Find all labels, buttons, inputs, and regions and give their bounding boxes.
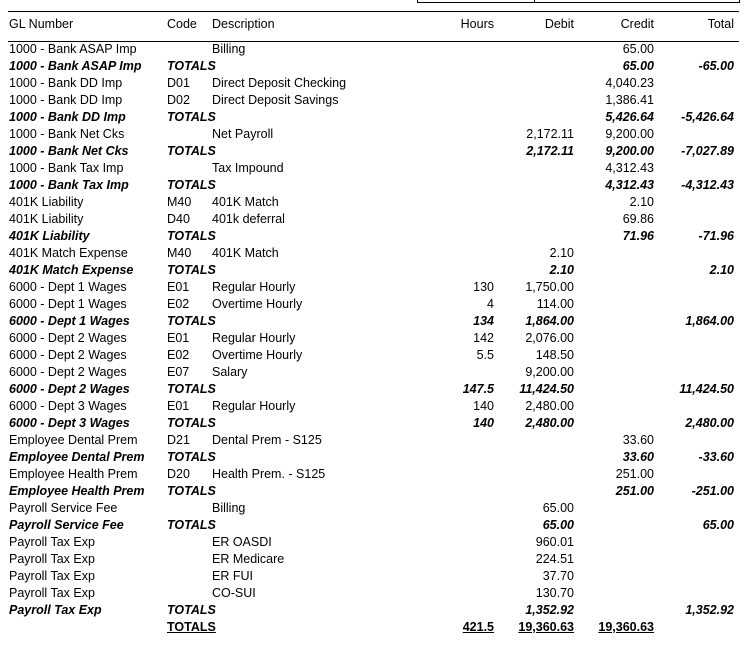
cell-description: Health Prem. - S125 xyxy=(212,467,326,481)
cell-gl-number: 6000 - Dept 2 Wages xyxy=(9,348,127,362)
cell-total: 11,424.50 xyxy=(679,382,734,396)
cell-debit: 224.51 xyxy=(535,552,574,566)
cell-hours: 147.5 xyxy=(462,382,494,396)
cell-total: -71.96 xyxy=(698,229,734,243)
column-header-code: Code xyxy=(167,17,197,31)
column-header-debit: Debit xyxy=(544,17,574,31)
cell-gl-number: 6000 - Dept 1 Wages xyxy=(9,297,127,311)
cell-hours: 421.5 xyxy=(462,620,494,634)
cell-total: -5,426.64 xyxy=(681,110,734,124)
cell-credit: 65.00 xyxy=(622,42,654,56)
cell-debit: 65.00 xyxy=(542,501,574,515)
table-row xyxy=(0,126,746,143)
cell-hours: 134 xyxy=(473,314,494,328)
cell-code: D21 xyxy=(167,433,190,447)
cell-gl-number: Payroll Tax Exp xyxy=(9,569,95,583)
subtotal-row xyxy=(0,415,746,432)
cell-debit: 2,480.00 xyxy=(525,399,574,413)
cell-debit: 2,480.00 xyxy=(525,416,574,430)
cell-gl-number: Payroll Tax Exp xyxy=(9,552,95,566)
subtotal-row xyxy=(0,483,746,500)
gl-report-table xyxy=(0,41,746,636)
cell-code: TOTALS xyxy=(167,518,216,532)
cell-description: Billing xyxy=(212,42,246,56)
cell-debit: 1,352.92 xyxy=(525,603,574,617)
cell-code: TOTALS xyxy=(167,382,216,396)
table-row xyxy=(0,364,746,381)
cell-total: 1,864.00 xyxy=(685,314,734,328)
cell-gl-number: 401K Match Expense xyxy=(9,263,134,277)
cell-hours: 4 xyxy=(487,297,494,311)
cell-description: Salary xyxy=(212,365,248,379)
cell-code: TOTALS xyxy=(167,263,216,277)
cell-gl-number: 1000 - Bank Tax Imp xyxy=(9,161,124,175)
subtotal-row xyxy=(0,109,746,126)
cell-code: M40 xyxy=(167,246,192,260)
cell-description: 401k deferral xyxy=(212,212,285,226)
header-field-box xyxy=(417,0,740,3)
cell-credit: 251.00 xyxy=(615,467,654,481)
cell-code: E07 xyxy=(167,365,190,379)
subtotal-row xyxy=(0,313,746,330)
cell-description: ER FUI xyxy=(212,569,253,583)
cell-code: E01 xyxy=(167,331,190,345)
cell-gl-number: 6000 - Dept 1 Wages xyxy=(9,314,130,328)
cell-debit: 2,172.11 xyxy=(526,144,574,158)
cell-debit: 1,750.00 xyxy=(525,280,574,294)
cell-gl-number: Payroll Service Fee xyxy=(9,501,118,515)
column-header-credit: Credit xyxy=(620,17,654,31)
cell-code: E02 xyxy=(167,348,190,362)
cell-credit: 9,200.00 xyxy=(605,127,654,141)
cell-credit: 4,040.23 xyxy=(605,76,654,90)
subtotal-row xyxy=(0,143,746,160)
cell-code: TOTALS xyxy=(167,178,216,192)
table-row xyxy=(0,92,746,109)
cell-code: TOTALS xyxy=(167,229,216,243)
cell-hours: 5.5 xyxy=(476,348,494,362)
cell-hours: 140 xyxy=(473,399,494,413)
cell-gl-number: 6000 - Dept 1 Wages xyxy=(9,280,127,294)
cell-description: Tax Impound xyxy=(212,161,284,175)
cell-gl-number: 401K Liability xyxy=(9,229,90,243)
cell-code: D40 xyxy=(167,212,190,226)
cell-gl-number: Payroll Tax Exp xyxy=(9,535,95,549)
cell-gl-number: Payroll Service Fee xyxy=(9,518,124,532)
table-row xyxy=(0,398,746,415)
cell-credit: 5,426.64 xyxy=(605,110,654,124)
cell-credit: 2.10 xyxy=(629,195,654,209)
top-rule xyxy=(8,11,739,12)
table-row xyxy=(0,211,746,228)
cell-code: D01 xyxy=(167,76,190,90)
column-header-hours: Hours xyxy=(460,17,494,31)
cell-credit: 9,200.00 xyxy=(605,144,654,158)
column-header-description: Description xyxy=(212,17,275,31)
cell-credit: 65.00 xyxy=(622,59,654,73)
cell-gl-number: 6000 - Dept 2 Wages xyxy=(9,331,127,345)
table-row xyxy=(0,432,746,449)
cell-code: TOTALS xyxy=(167,603,216,617)
table-row xyxy=(0,245,746,262)
cell-credit: 4,312.43 xyxy=(605,178,654,192)
cell-credit: 33.60 xyxy=(622,433,654,447)
subtotal-row xyxy=(0,602,746,619)
cell-gl-number: Employee Dental Prem xyxy=(9,433,138,447)
cell-gl-number: 1000 - Bank DD Imp xyxy=(9,76,123,90)
cell-code: TOTALS xyxy=(167,144,216,158)
cell-hours: 130 xyxy=(473,280,494,294)
cell-total: -33.60 xyxy=(698,450,734,464)
cell-gl-number: 6000 - Dept 3 Wages xyxy=(9,416,130,430)
cell-debit: 130.70 xyxy=(535,586,574,600)
cell-credit: 251.00 xyxy=(615,484,654,498)
cell-debit: 11,424.50 xyxy=(519,382,574,396)
cell-code: D02 xyxy=(167,93,190,107)
table-row xyxy=(0,585,746,602)
cell-gl-number: Payroll Tax Exp xyxy=(9,586,95,600)
cell-description: Regular Hourly xyxy=(212,399,296,413)
cell-gl-number: Employee Health Prem xyxy=(9,467,138,481)
cell-total: -65.00 xyxy=(698,59,734,73)
table-row xyxy=(0,347,746,364)
cell-credit: 1,386.41 xyxy=(605,93,654,107)
cell-debit: 19,360.63 xyxy=(518,620,574,634)
cell-description: ER OASDI xyxy=(212,535,272,549)
cell-code: E01 xyxy=(167,280,190,294)
cell-code: TOTALS xyxy=(167,620,216,634)
subtotal-row xyxy=(0,449,746,466)
table-row xyxy=(0,194,746,211)
cell-debit: 114.00 xyxy=(536,297,574,311)
cell-gl-number: Employee Health Prem xyxy=(9,484,145,498)
cell-debit: 2.10 xyxy=(549,246,574,260)
cell-gl-number: 1000 - Bank Net Cks xyxy=(9,144,129,158)
table-row xyxy=(0,534,746,551)
cell-gl-number: Employee Dental Prem xyxy=(9,450,145,464)
cell-gl-number: 1000 - Bank DD Imp xyxy=(9,110,126,124)
cell-total: -4,312.43 xyxy=(681,178,734,192)
table-row xyxy=(0,500,746,517)
cell-gl-number: 6000 - Dept 3 Wages xyxy=(9,399,127,413)
cell-debit: 960.01 xyxy=(535,535,574,549)
column-header-gl-number: GL Number xyxy=(9,17,74,31)
cell-total: -251.00 xyxy=(691,484,734,498)
cell-hours: 140 xyxy=(473,416,494,430)
cell-code: TOTALS xyxy=(167,110,216,124)
cell-credit: 4,312.43 xyxy=(605,161,654,175)
cell-code: E01 xyxy=(167,399,190,413)
cell-description: Regular Hourly xyxy=(212,331,296,345)
cell-debit: 2,076.00 xyxy=(525,331,574,345)
cell-gl-number: 1000 - Bank DD Imp xyxy=(9,93,123,107)
cell-description: Regular Hourly xyxy=(212,280,296,294)
cell-code: TOTALS xyxy=(167,59,216,73)
cell-credit: 33.60 xyxy=(622,450,654,464)
cell-gl-number: 401K Liability xyxy=(9,195,84,209)
cell-hours: 142 xyxy=(473,331,494,345)
cell-debit: 37.70 xyxy=(542,569,574,583)
subtotal-row xyxy=(0,177,746,194)
cell-code: E02 xyxy=(167,297,190,311)
cell-description: 401K Match xyxy=(212,246,279,260)
grand-total-row xyxy=(0,619,746,636)
cell-gl-number: 1000 - Bank Net Cks xyxy=(9,127,125,141)
column-header-row xyxy=(0,16,746,34)
cell-debit: 148.50 xyxy=(535,348,574,362)
cell-gl-number: 401K Match Expense xyxy=(9,246,128,260)
cell-total: 65.00 xyxy=(702,518,734,532)
cell-description: Direct Deposit Checking xyxy=(212,76,347,90)
cell-description: Dental Prem - S125 xyxy=(212,433,322,447)
cell-description: Overtime Hourly xyxy=(212,348,303,362)
cell-gl-number: 401K Liability xyxy=(9,212,84,226)
table-row xyxy=(0,75,746,92)
header-field-divider xyxy=(534,0,535,2)
subtotal-row xyxy=(0,58,746,75)
cell-debit: 2.10 xyxy=(549,263,574,277)
cell-total: 2,480.00 xyxy=(685,416,734,430)
subtotal-row xyxy=(0,228,746,245)
table-row xyxy=(0,568,746,585)
cell-description: Direct Deposit Savings xyxy=(212,93,339,107)
column-header-total: Total xyxy=(707,17,734,31)
cell-credit: 19,360.63 xyxy=(598,620,654,634)
table-row xyxy=(0,160,746,177)
subtotal-row xyxy=(0,262,746,279)
cell-code: TOTALS xyxy=(167,416,216,430)
table-row xyxy=(0,466,746,483)
cell-description: Net Payroll xyxy=(212,127,274,141)
cell-description: CO-SUI xyxy=(212,586,256,600)
cell-debit: 1,864.00 xyxy=(525,314,574,328)
cell-total: 1,352.92 xyxy=(685,603,734,617)
cell-debit: 9,200.00 xyxy=(525,365,574,379)
cell-gl-number: 1000 - Bank ASAP Imp xyxy=(9,59,142,73)
cell-credit: 69.86 xyxy=(622,212,654,226)
cell-gl-number: 1000 - Bank ASAP Imp xyxy=(9,42,137,56)
cell-description: ER Medicare xyxy=(212,552,285,566)
cell-total: -7,027.89 xyxy=(681,144,734,158)
cell-debit: 2,172.11 xyxy=(526,127,574,141)
cell-code: TOTALS xyxy=(167,484,216,498)
cell-debit: 65.00 xyxy=(542,518,574,532)
cell-code: TOTALS xyxy=(167,450,216,464)
cell-description: 401K Match xyxy=(212,195,279,209)
subtotal-row xyxy=(0,381,746,398)
cell-description: Overtime Hourly xyxy=(212,297,303,311)
table-row xyxy=(0,330,746,347)
table-row xyxy=(0,41,746,58)
table-row xyxy=(0,296,746,313)
table-row xyxy=(0,279,746,296)
cell-code: D20 xyxy=(167,467,190,481)
table-row xyxy=(0,551,746,568)
cell-gl-number: Payroll Tax Exp xyxy=(9,603,102,617)
cell-gl-number: 1000 - Bank Tax Imp xyxy=(9,178,129,192)
cell-gl-number: 6000 - Dept 2 Wages xyxy=(9,382,130,396)
cell-code: TOTALS xyxy=(167,314,216,328)
cell-description: Billing xyxy=(212,501,246,515)
cell-total: 2.10 xyxy=(709,263,734,277)
subtotal-row xyxy=(0,517,746,534)
cell-gl-number: 6000 - Dept 2 Wages xyxy=(9,365,127,379)
cell-credit: 71.96 xyxy=(622,229,654,243)
cell-code: M40 xyxy=(167,195,192,209)
